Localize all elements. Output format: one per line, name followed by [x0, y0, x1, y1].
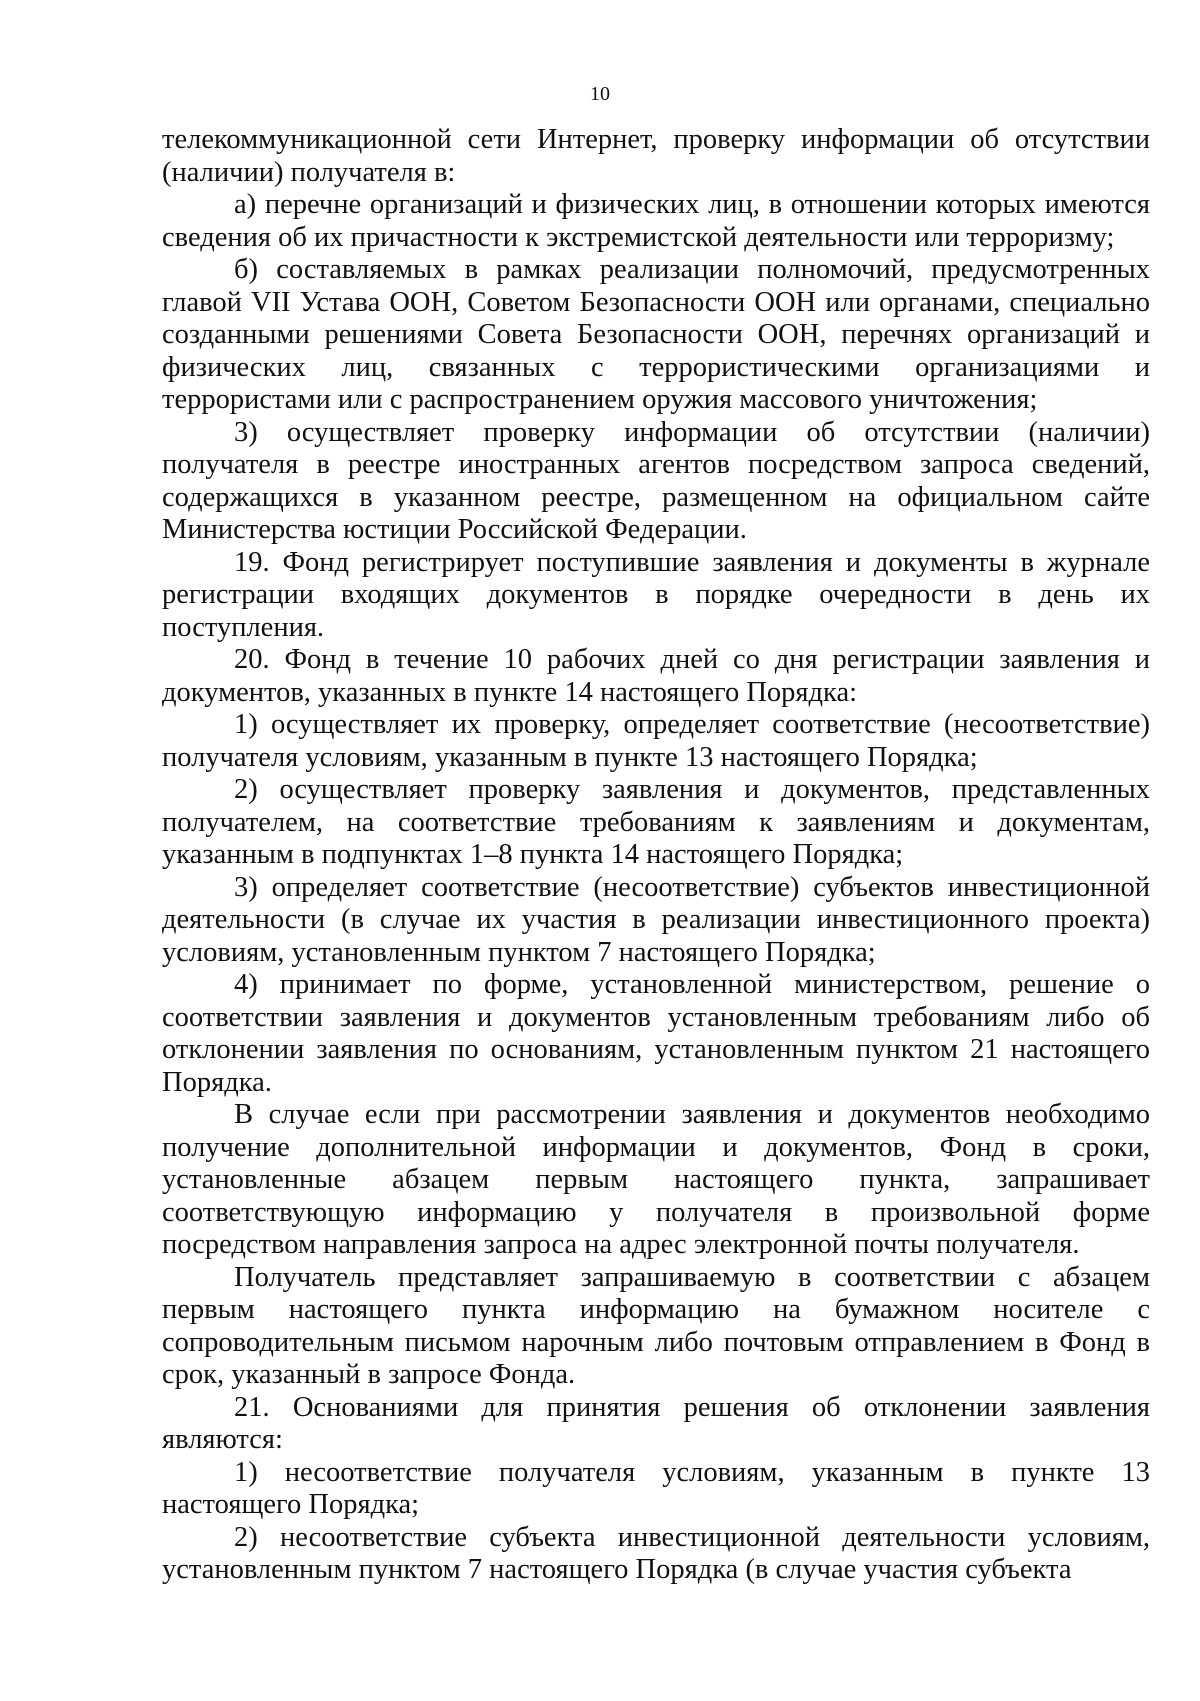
paragraph-clause-21: 21. Основаниями для принятия решения об отклонении заявления являются:	[162, 1391, 1150, 1455]
paragraph-clause-20-item-2: 2) осуществляет проверку заявления и документов, представленных получателем, на соответствие требованиям к заявлениям и документам, указанным в подпунктах 1–8 пункта 14 настоящего Порядка;	[162, 774, 1150, 870]
paragraph-clause-20: 20. Фонд в течение 10 рабочих дней со дня регистрации заявления и документов, указанных в пункте 14 настоящего Порядка:	[162, 644, 1150, 708]
paragraph-item-b: б) составляемых в рамках реализации полномочий, предусмотренных главой VII Устава ООН, Советом Безопасности ООН или органами, специально созданными решениями Совета Безопасности ООН, перечнях организаций и физических лиц, связанных с террористическими организациями и террористами или с распространением оружия массового уничтожения;	[162, 254, 1150, 415]
page-number: 10	[590, 83, 610, 105]
paragraph-clause-21-item-1: 1) несоответствие получателя условиям, указанным в пункте 13 настоящего Порядка;	[162, 1456, 1150, 1520]
paragraph-clause-20-item-3: 3) определяет соответствие (несоответствие) субъектов инвестиционной деятельности (в случае их участия в реализации инвестиционного проекта) условиям, установленным пунктом 7 настоящего Порядка;	[162, 871, 1150, 968]
paragraph-clause-20-item-4: 4) принимает по форме, установленной министерством, решение о соответствии заявления и документов установленным требованиям либо об отклонении заявления по основаниям, установленным пунктом 21 настоящего Порядка.	[162, 969, 1150, 1098]
paragraph-clause-19: 19. Фонд регистрирует поступившие заявления и документы в журнале регистрации входящих документов в порядке очередности в день их поступления.	[162, 546, 1150, 643]
paragraph-item-3: 3) осуществляет проверку информации об отсутствии (наличии) получателя в реестре иностранных агентов посредством запроса сведений, содержащихся в указанном реестре, размещенном на официальном сайте Министерства юстиции Российской Федерации.	[162, 416, 1150, 545]
document-body	[162, 124, 1150, 1587]
paragraph-clause-21-item-2: 2) несоответствие субъекта инвестиционной деятельности условиям, установленным пунктом 7 настоящего Порядка (в случае участия субъекта	[162, 1521, 1150, 1585]
paragraph-recipient-submission: Получатель представляет запрашиваемую в соответствии с абзацем первым настоящего пункта информацию на бумажном носителе с сопроводительным письмом нарочным либо почтовым отправлением в Фонд в срок, указанный в запросе Фонда.	[162, 1261, 1150, 1390]
paragraph-clause-20-item-1: 1) осуществляет их проверку, определяет соответствие (несоответствие) получателя условиям, указанным в пункте 13 настоящего Порядка;	[162, 709, 1150, 773]
paragraph-additional-info: В случае если при рассмотрении заявления и документов необходимо получение дополнительной информации и документов, Фонд в сроки, установленные абзацем первым настоящего пункта, запрашивает соответствующую информацию у получателя в произвольной форме посредством направления запроса на адрес электронной почты получателя.	[162, 1099, 1150, 1260]
paragraph-item-a: а) перечне организаций и физических лиц, в отношении которых имеются сведения об их причастности к экстремистской деятельности или терроризму;	[162, 189, 1150, 253]
paragraph-continuation: телекоммуникационной сети Интернет, проверку информации об отсутствии (наличии) получателя в:	[162, 124, 1150, 188]
